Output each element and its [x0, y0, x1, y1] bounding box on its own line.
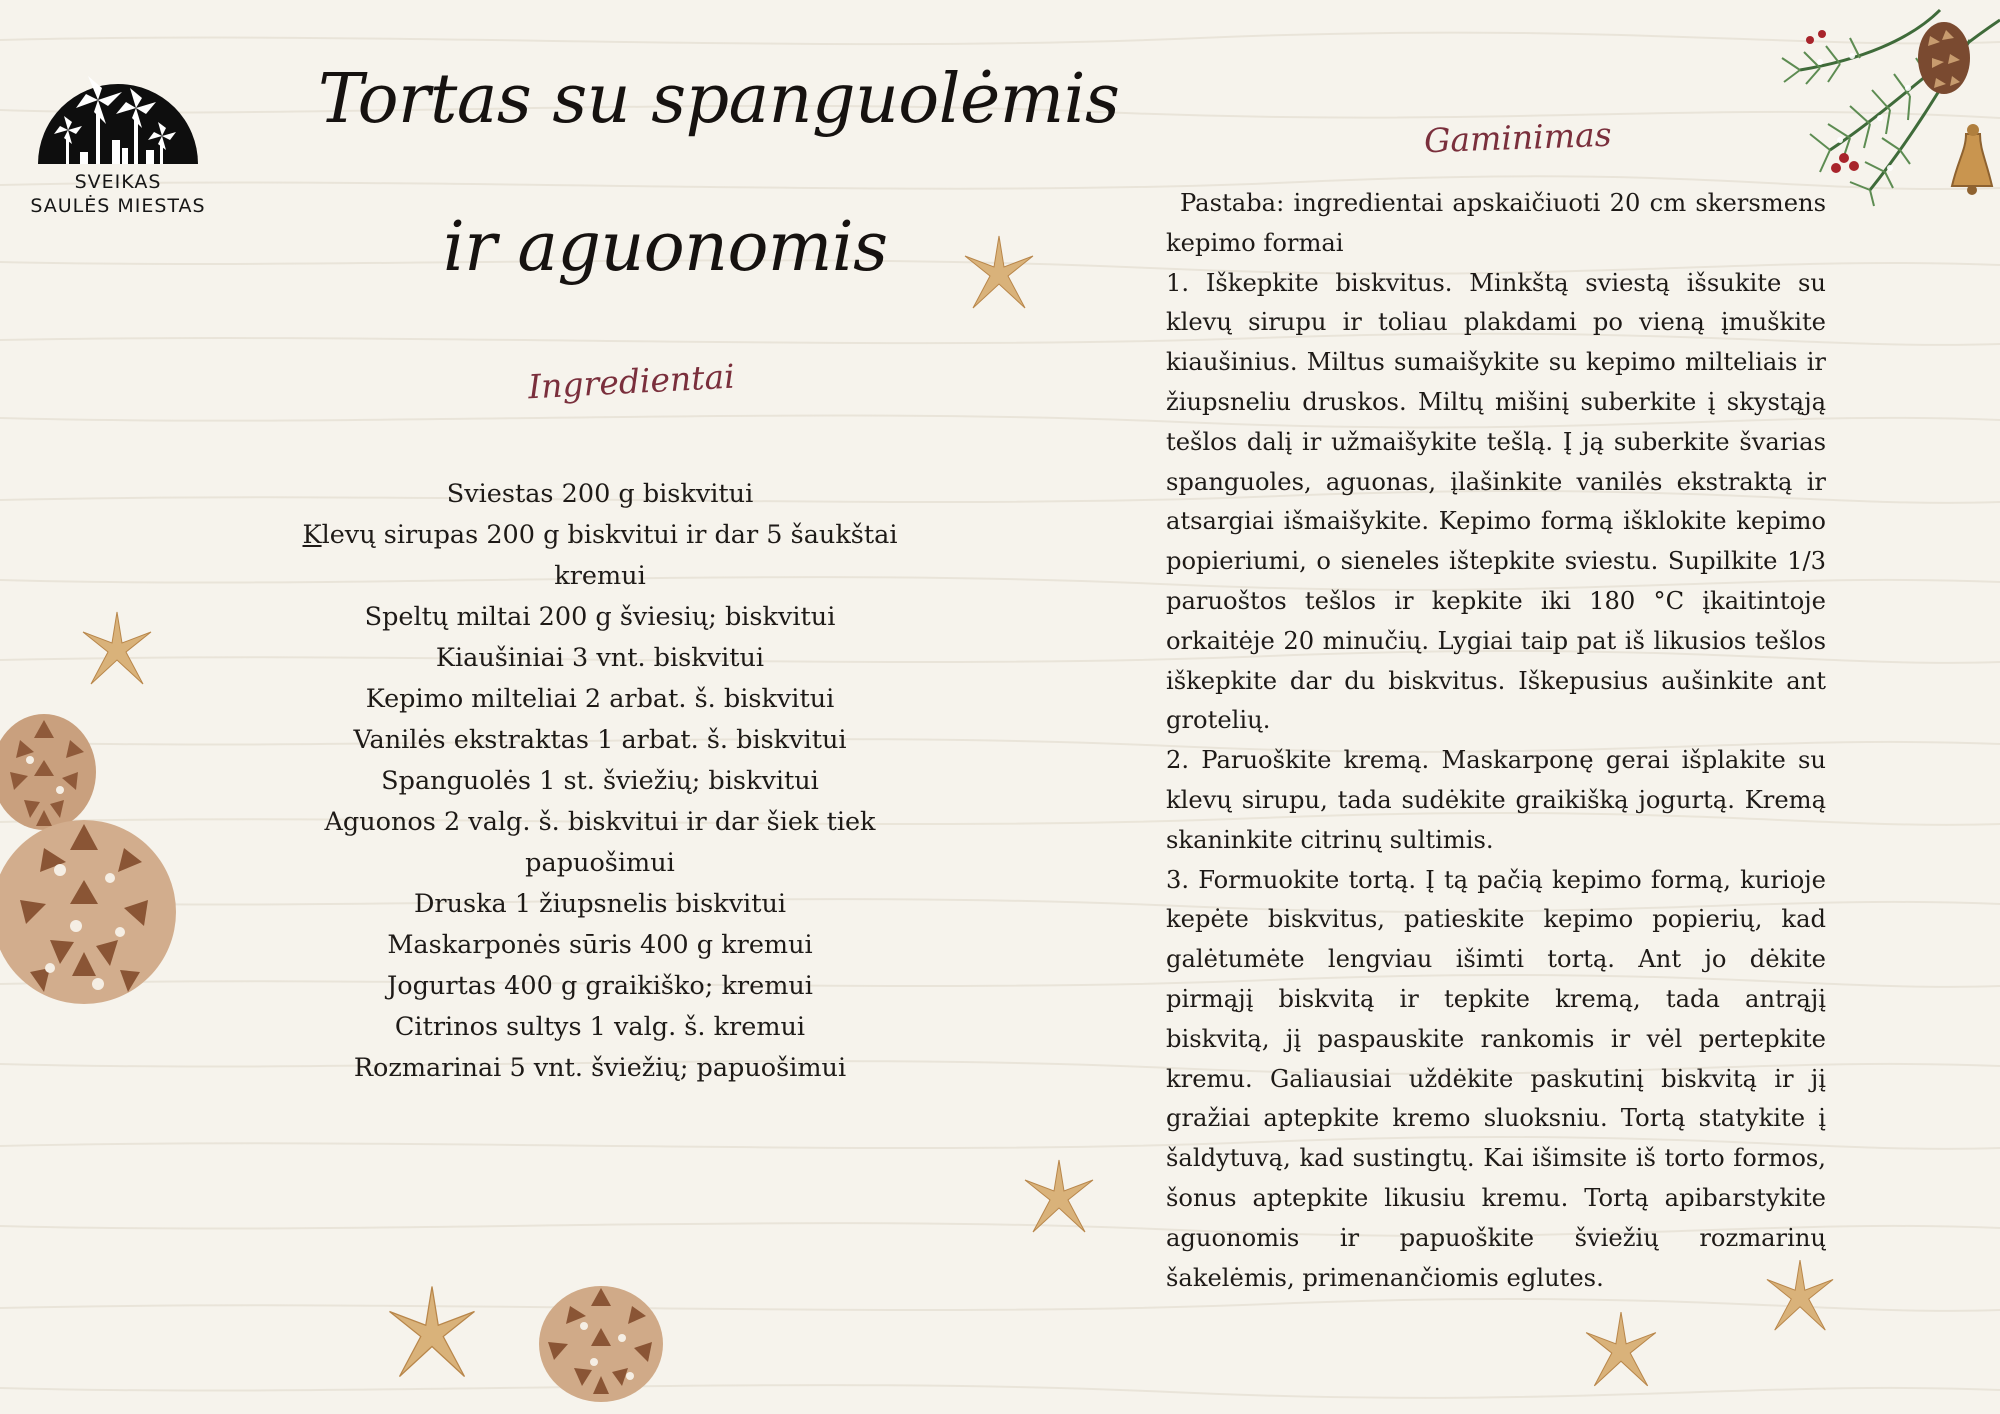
method-step: 1. Iškepkite biskvitus. Minkštą sviestą išsukite su klevų sirupu ir toliau plakdami po vieną įmuškite kiaušinius. Miltus sumaišykite su kepimo milteliais ir žiupsneliu druskos. Miltų mišinį suberkite į skystąją tešlos dalį ir užmaišykite tešlą. Į ją suberkite švarias spanguoles, aguonas, įlašinkite vanilės ekstraktą ir atsargiai išmaišykite. Kepimo formą išklokite kepimo popieriumi, o sieneles ištepkite sviestu. Supilkite 1/3 paruoštos tešlos ir kepkite iki 180 °C įkaitintoje orkaitėje 20 minučių. Lygiai taip pat iš likusios tešlos iškepkite dar du biskvitus. Iškepusius aušinkite ant grotelių. — [1166, 268, 1826, 735]
ingredient-row: Rozmarinai 5 vnt. šviežių; papuošimui — [353, 1053, 847, 1083]
star-icon — [384, 1284, 480, 1384]
star-icon — [1582, 1310, 1660, 1392]
star-icon — [80, 610, 154, 690]
method-text — [1166, 184, 1826, 1298]
ingredient-row: Maskarponės sūris 400 g kremui — [387, 930, 813, 960]
ingredient-row: Spanguolės 1 st. šviežių; biskvitui — [381, 766, 819, 796]
recipe-title-line1: Tortas su spanguolėmis — [318, 60, 1120, 139]
star-icon — [962, 234, 1036, 314]
ingredient-row: Klevų sirupas 200 g biskvitui ir dar 5 šaukštai — [302, 520, 898, 550]
pinwheel-skyline-logo-icon — [36, 38, 200, 170]
ingredients-list — [300, 474, 900, 1089]
logo-text-line2: SAULĖS MIESTAS — [30, 195, 206, 217]
pine-cones-icon — [0, 700, 180, 1020]
logo-text-line1: SVEIKAS — [74, 171, 162, 193]
method-heading: Gaminimas — [1423, 114, 1613, 161]
ingredient-row: Kiaušiniai 3 vnt. biskvitui — [435, 643, 765, 673]
star-icon — [1022, 1158, 1096, 1238]
ingredient-row: Vanilės ekstraktas 1 arbat. š. biskvitui — [353, 725, 847, 755]
star-icon — [1764, 1258, 1836, 1336]
ingredient-row: kremui — [554, 561, 646, 591]
recipe-title-line2: ir aguonomis — [443, 208, 888, 287]
ingredient-row: Sviestas 200 g biskvitui — [446, 479, 754, 509]
ingredient-row: Druska 1 žiupsnelis biskvitui — [413, 889, 787, 919]
ingredient-row: Kepimo milteliai 2 arbat. š. biskvitui — [365, 684, 835, 714]
ingredients-heading: Ingredientai — [527, 356, 736, 407]
logo — [28, 38, 208, 218]
method-note: Pastaba: ingredientai apskaičiuoti 20 cm skersmens kepimo formai — [1166, 189, 1826, 257]
ingredient-row: Aguonos 2 valg. š. biskvitui ir dar šiek tiek — [324, 807, 876, 837]
pine-branch-bell-icon — [1740, 0, 2000, 210]
method-step: 3. Formuokite tortą. Į tą pačią kepimo formą, kurioje kepėte biskvitus, patieskite kepimo popierių, kad galėtumėte lengviau išimti tortą. Ant jo dėkite pirmąjį biskvitą ir tepkite kremą, tada antrąjį biskvitą, jį paspauskite rankomis ir vėl pertepkite kremu. Galiausiai uždėkite paskutinį biskvitą ir jį gražiai aptepkite kremo sluoksniu. Tortą statykite į šaldytuvą, kad sustingtų. Kai išimsite iš torto formos, šonus aptepkite likusiu kremu. Tortą apibarstykite aguonomis ir papuoškite šviežių rozmarinų šakelėmis, primenančiomis eglutes. — [1166, 865, 1826, 1292]
pine-cone-icon — [534, 1280, 668, 1406]
ingredient-row: Speltų miltai 200 g šviesių; biskvitui — [364, 602, 836, 632]
ingredient-row: Citrinos sultys 1 valg. š. kremui — [394, 1012, 806, 1042]
ingredient-row: Jogurtas 400 g graikiško; kremui — [387, 971, 813, 1001]
method-step: 2. Paruoškite kremą. Maskarponę gerai išplakite su klevų sirupu, tada sudėkite graikišką jogurtą. Kremą skaninkite citrinų sultimis. — [1166, 746, 1826, 854]
ingredient-row: papuošimui — [525, 848, 675, 878]
